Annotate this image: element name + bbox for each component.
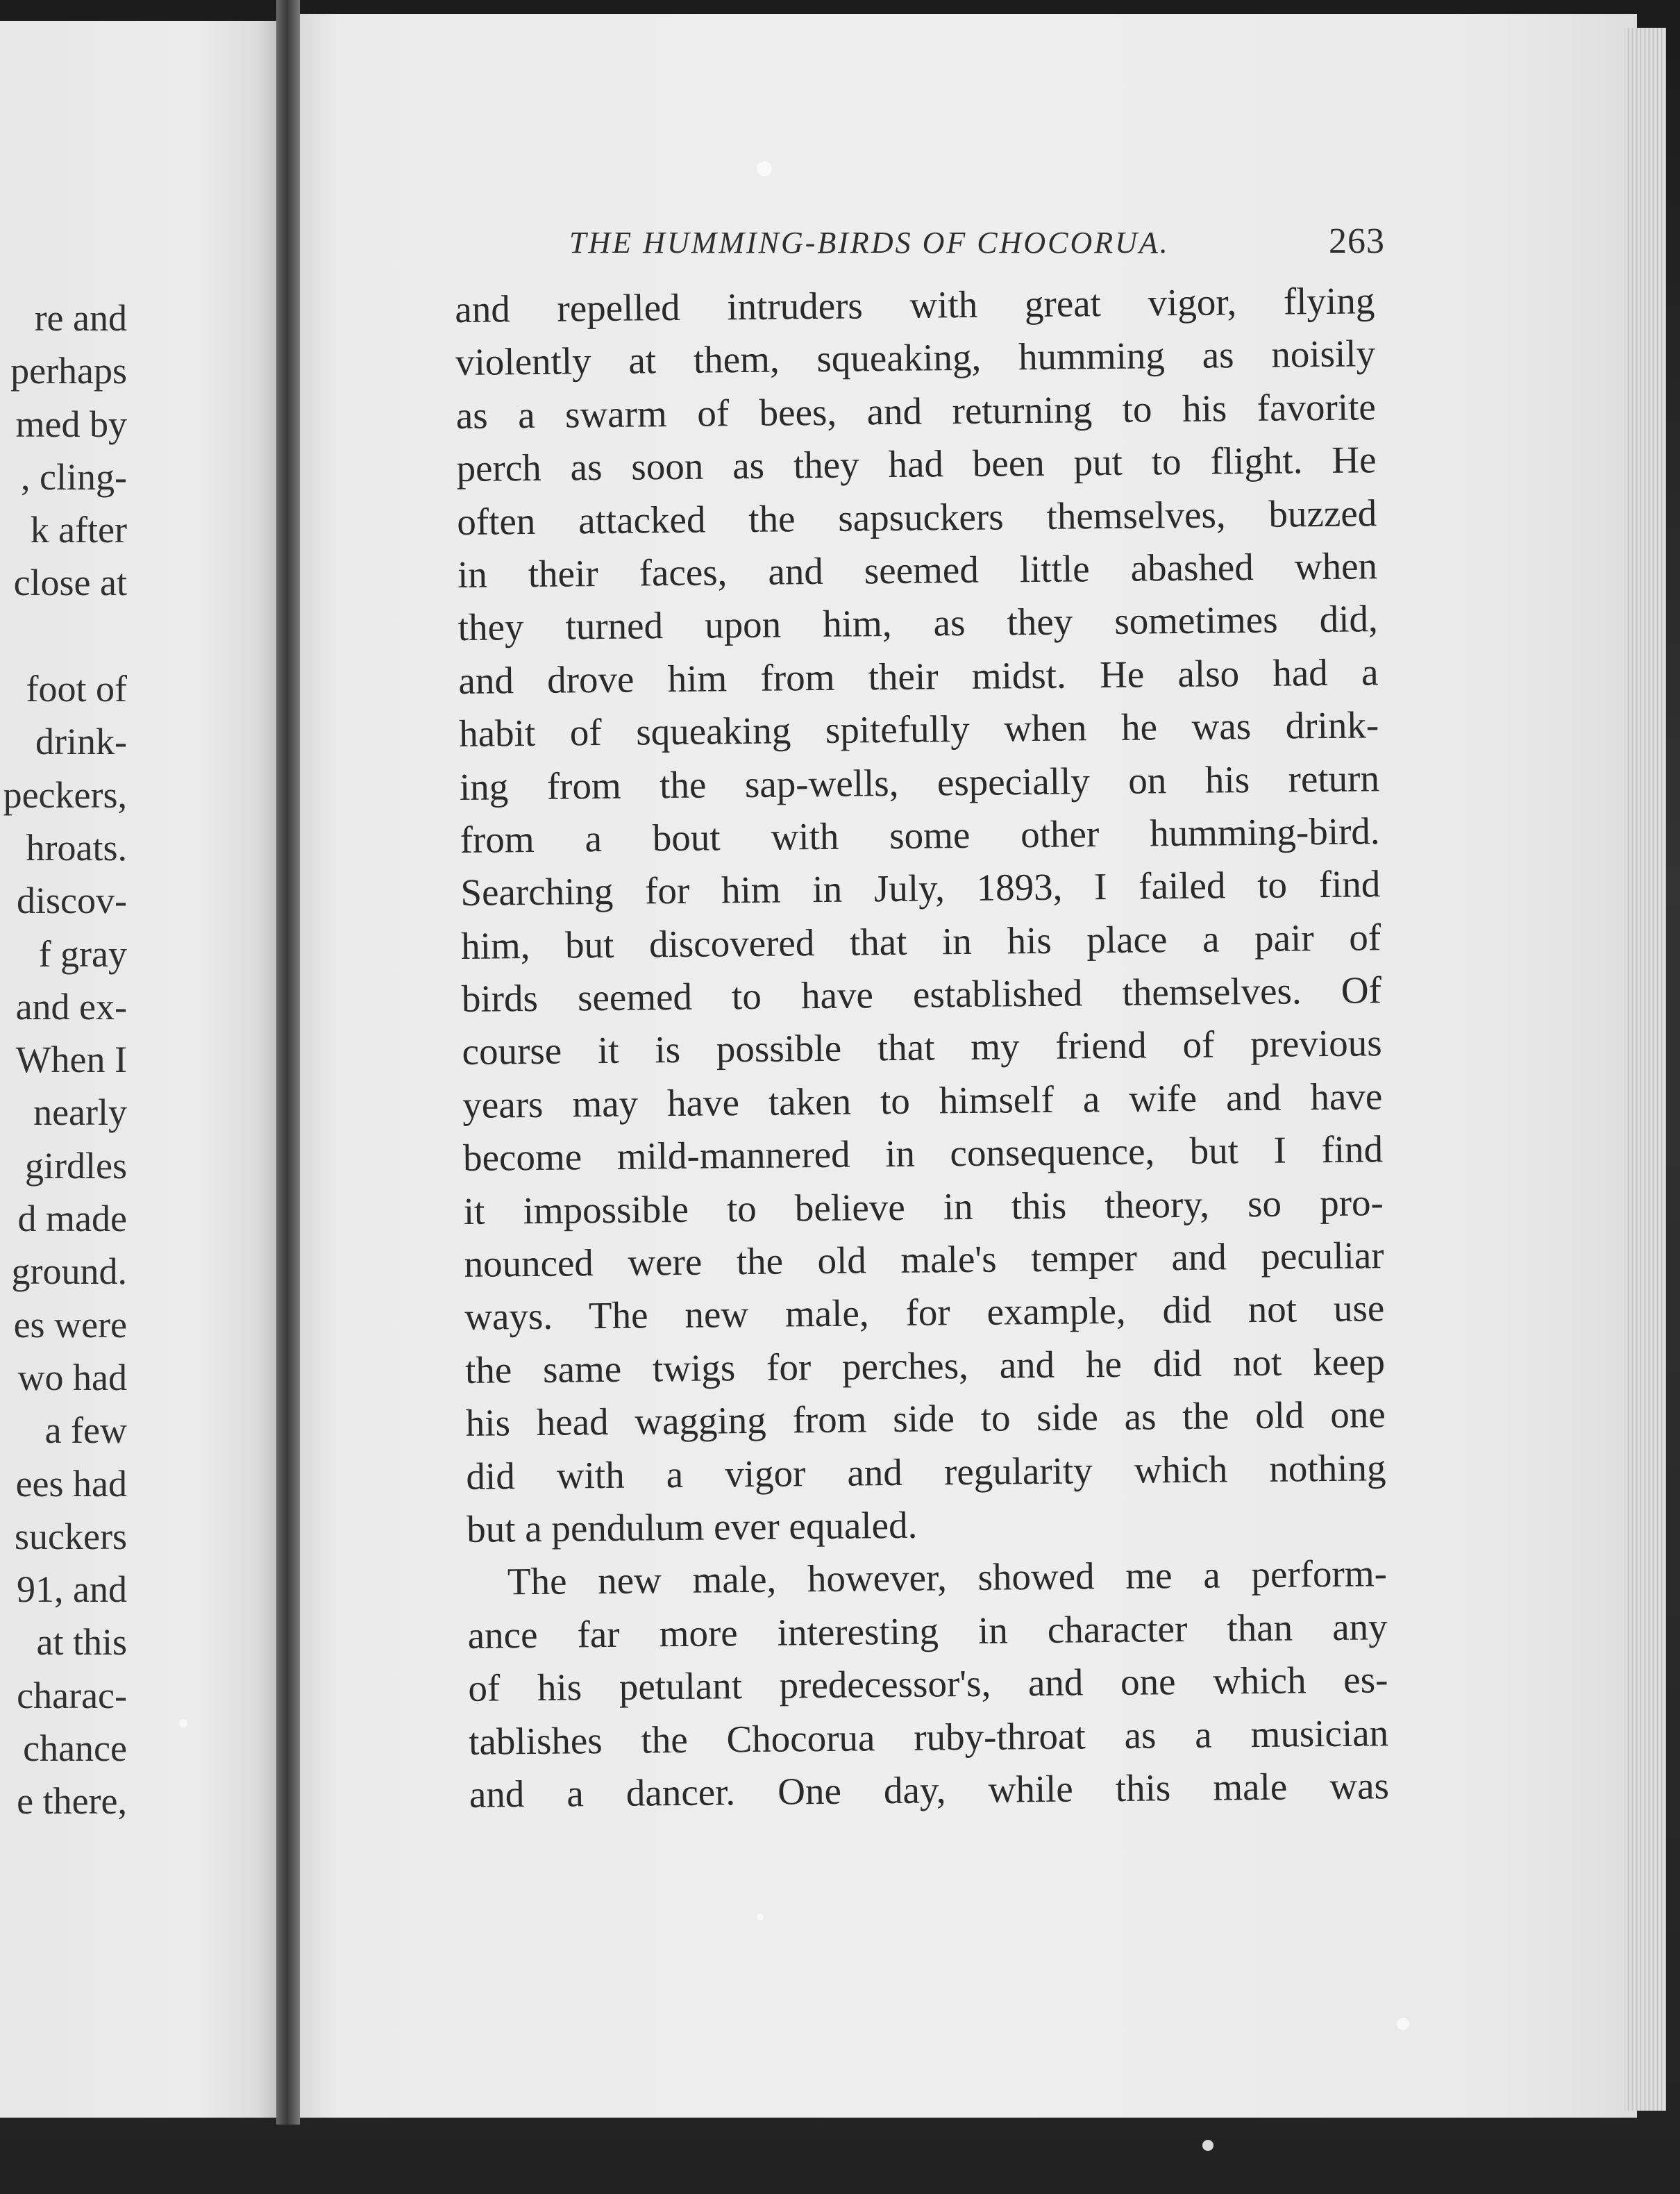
left-line: , cling- (21, 455, 127, 498)
left-page-text (3, 292, 127, 1828)
text-line-paragraph-end: but a pendulum ever equaled. (466, 1503, 918, 1550)
text-line: nounced were the old male's temper and peculiar (464, 1234, 1384, 1285)
text-line: the same twigs for perches, and he did not keep (464, 1340, 1386, 1391)
left-line: girdles (25, 1144, 127, 1187)
text-line: as a swarm of bees, and returning to his favorite (455, 385, 1377, 437)
left-line: wo had (17, 1356, 127, 1398)
text-line: and a dancer. One day, while this male was (469, 1764, 1390, 1816)
text-line: it impossible to believe in this theory, so pro- (463, 1180, 1384, 1232)
left-line: e there, (17, 1780, 127, 1823)
text-line: perch as soon as they had been put to flight. He (456, 438, 1377, 490)
dust-speck (179, 1719, 187, 1727)
text-line: course it is possible that my friend of previous (462, 1021, 1382, 1073)
running-head (569, 221, 1385, 262)
body-text (455, 274, 1389, 1821)
text-line: him, but discovered that in his place a pair of (460, 915, 1381, 967)
left-line: ground. (11, 1250, 127, 1293)
left-line: ees had (15, 1462, 127, 1505)
left-line: foot of (26, 668, 127, 710)
left-line: f gray (38, 932, 127, 975)
left-line: med by (15, 403, 127, 445)
text-line: often attacked the sapsuckers themselves, buzzed (457, 491, 1377, 543)
text-line: in their faces, and seemed little abashed when (457, 544, 1378, 596)
page-number: 263 (1329, 221, 1385, 261)
text-line: from a bout with some other humming-bird. (460, 810, 1380, 861)
text-line: of his petulant predecessor's, and one which es- (468, 1658, 1388, 1710)
text-line: become mild-mannered in consequence, but I find (462, 1128, 1384, 1180)
left-line: When I (15, 1039, 127, 1081)
text-line: birds seemed to have established themselves. Of (461, 969, 1382, 1021)
dust-speck (1202, 2140, 1213, 2151)
left-line: d made (17, 1198, 127, 1240)
text-line: tablishes the Chocorua ruby-throat as a musician (468, 1711, 1389, 1763)
left-line: k after (30, 509, 127, 551)
text-line: ance far more interesting in character than any (467, 1605, 1388, 1657)
left-line: charac- (17, 1674, 127, 1716)
dust-speck (757, 1914, 764, 1920)
text-line: his head wagging from side to side as the old one (465, 1393, 1386, 1445)
left-line: and ex- (15, 985, 127, 1028)
left-line: hroats. (26, 826, 127, 869)
left-line: discov- (17, 880, 127, 922)
text-line: they turned upon him, as they sometimes did, (457, 597, 1378, 649)
left-line: re and (34, 297, 127, 339)
text-line: and drove him from their midst. He also had a (458, 650, 1379, 702)
left-line: at this (36, 1621, 127, 1664)
left-line: suckers (15, 1515, 127, 1557)
book-gutter (276, 0, 300, 2125)
text-line: years may have taken to himself a wife and have (462, 1075, 1383, 1126)
text-line: did with a vigor and regularity which nothing (466, 1446, 1386, 1498)
text-line: ways. The new male, for example, did not use (464, 1287, 1385, 1339)
text-line-paragraph-start: The new male, however, showed me a perform- (507, 1552, 1388, 1603)
left-line: 91, and (17, 1568, 127, 1611)
text-line: violently at them, squeaking, humming as noisily (455, 332, 1376, 384)
left-line: drink- (35, 721, 127, 763)
running-title: THE HUMMING-BIRDS OF CHOCORUA. (569, 226, 1170, 260)
text-line: habit of squeaking spitefully when he was drink- (458, 703, 1379, 755)
left-line-gap (3, 610, 127, 662)
left-line: es were (13, 1303, 127, 1346)
dust-speck (1397, 2018, 1409, 2030)
text-line: and repelled intruders with great vigor, flying (455, 279, 1375, 330)
left-page (0, 21, 281, 2118)
text-line: ing from the sap-wells, especially on his return (459, 756, 1380, 808)
left-line: chance (23, 1727, 127, 1770)
page-edge-stack (1624, 28, 1666, 2111)
text-line: Searching for him in July, 1893, I failed to find (460, 862, 1381, 914)
left-line: close at (13, 562, 127, 604)
left-line: nearly (33, 1091, 127, 1134)
left-line: a few (44, 1409, 127, 1452)
left-line: perhaps (10, 350, 127, 392)
left-line: peckers, (3, 773, 127, 816)
dust-speck (757, 161, 772, 176)
